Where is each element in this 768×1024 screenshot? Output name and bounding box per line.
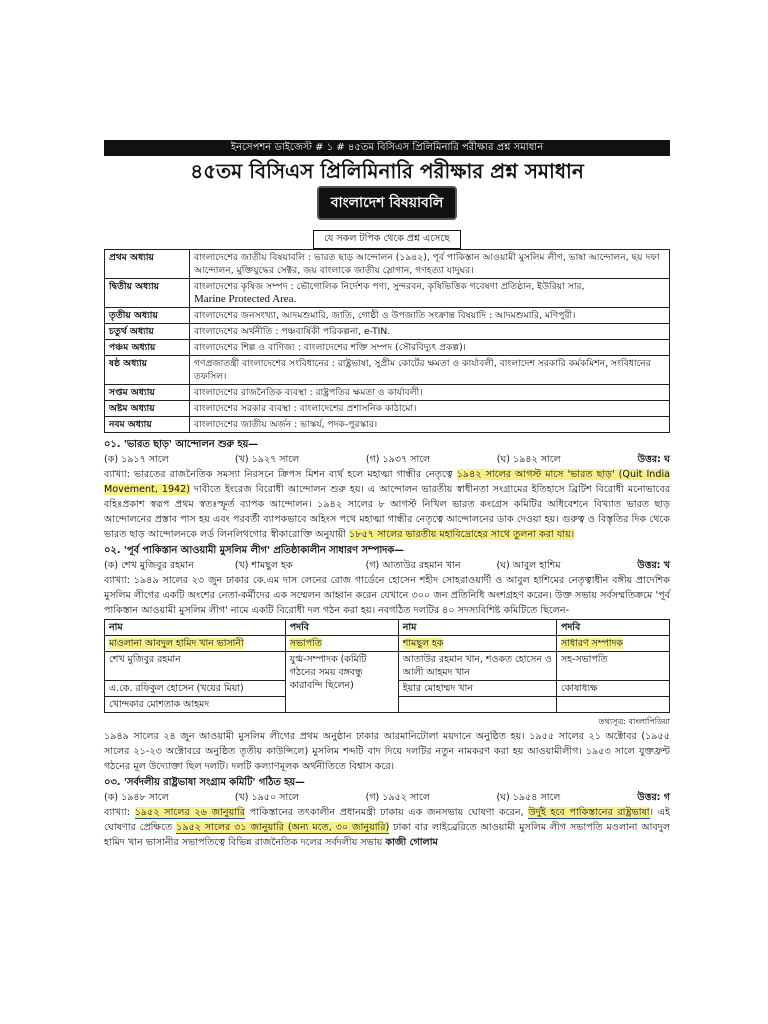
option-d: (ঘ) ১৯৫৪ সালে: [496, 792, 561, 803]
option-d: (ঘ) ১৯৪২ সালে: [496, 454, 561, 465]
question-2: [104, 543, 670, 774]
option-a: (ক) ১৯৪৮ সালে: [104, 792, 169, 803]
explanation: ব্যাখ্যা: ভারতের রাজনৈতিক সমস্যা নিরসনে ক্রিপস মিশন ব্যর্থ হলে মহাত্মা গান্ধীর নেতৃত্বে ১৯৪২ সালের আগস্ট মাসে 'ভারত ছাড়' (Quit India Movement, 1942) দাবীতে ইংরেজ বিরোধী আন্দোলন শুরু হয়। এ আন্দোলন ভারতীয় স্বাধীনতা সংগ্রামের ইতিহাসে ব্রিটিশ বিরোধী মনোভাবের বহিঃপ্রকাশ স্বরূপ প্রথম স্বতঃস্ফূর্ত ব্যাপক আন্দোলন। ১৯৪২ সালের ৮ আগস্ট নিখিল ভারত কংগ্রেস কমিটির অধিবেশনে বিখ্যাত ভারত ছাড় আন্দোলনের প্রস্তাব পাস হয় এবং পরবর্তী ব্যাপকভাবে অহিংস পথে মহাত্মা গান্ধীর নেতৃত্বে আন্দোলনের ডাক দেওয়া হয়। গুরুত্ব ও বিস্তৃতির দিক থেকে ভারত ছাড় আন্দোলনকে লর্ড লিনলিথগোর স্বীকারোক্তি অনুযায়ী ১৮৫৭ সালের ভারতীয় মহাবিদ্রোহের সাথে তুলনা করা যায়।: [104, 469, 670, 540]
options-row: [104, 790, 670, 805]
option-a: (ক) ১৯১৭ সালে: [104, 454, 169, 465]
subject-badge: বাংলাদেশ বিষয়াবলি: [317, 186, 458, 220]
option-b: (খ) শামছুল হক: [234, 560, 293, 571]
chapter-label: চতুর্থ অধ্যায়: [105, 324, 190, 340]
chapter-label: পঞ্চম অধ্যায়: [105, 340, 190, 356]
answer-label: উত্তর: গ: [637, 792, 671, 803]
committee-table: [104, 619, 670, 713]
chapter-label: তৃতীয় অধ্যায়: [105, 308, 190, 324]
topic-row: [105, 308, 670, 324]
highlighted-text: ১৯৪২ সালের আগস্ট মাসে 'ভারত ছাড়' (Quit India Movement, 1942): [104, 469, 670, 495]
option-c: (গ) ১৯৩৭ সালে: [365, 454, 431, 465]
topic-row: [105, 324, 670, 340]
topics-caption: যে সকল টপিক থেকে প্রশ্ন এসেছে: [313, 230, 461, 249]
question-1: [104, 437, 670, 542]
chapter-label: প্রথম অধ্যায়: [105, 250, 190, 279]
option-a: (ক) শেখ মুজিবুর রহমান: [104, 560, 194, 571]
topic-text: বাংলাদেশের রাজনৈতিক ব্যবস্থা : রাষ্ট্রপতির ক্ষমতা ও কার্যাবলী।: [190, 385, 670, 401]
explanation: ব্যাখ্যা: ১৯৪৯ সালের ২৩ জুন ঢাকার কে.এম দাস লেনের রোজ গার্ডেনে হোসেন শহীদ সোহরাওয়ার্দী ও আবুল হাশিমের নেতৃত্বাধীন বঙ্গীয় প্রাদেশিক মুসলিম লীগের একটি অংশের নেতা-কর্মীদের এক সম্মেলন আহ্বান করেন যেখানে ৩০০ জন প্রতিনিধি অংশগ্রহণ করেন। উক্ত সভায় সর্বসম্মতিক্রমে 'পূর্ব পাকিস্তান আওয়ামী মুসলিম লীগ' নামে একটি বিরোধী দল গঠন করা হয়। নবগঠিত দলটির ৪০ সদস্যবিশিষ্ট কমিটিতে ছিলেন-: [104, 575, 670, 616]
table-row: শেখ মুজিবুর রহমান যুগ্ম-সম্পাদক (কমিটি গঠনের সময় বঙ্গবন্ধু কারাবন্দি ছিলেন) আতাউর রহমান খান, শওকত হোসেন ও আলী আহমদ খান সহ-সভাপতি: [105, 652, 670, 681]
chapter-label: দ্বিতীয় অধ্যায়: [105, 279, 190, 308]
highlighted-text: ১৯৫২ সালের ৩১ জানুয়ারি (অন্য মতে, ৩০ জানুয়ারি): [176, 822, 390, 833]
option-b: (খ) ১৯২৭ সালে: [234, 454, 300, 465]
option-b: (খ) ১৯৫০ সালে: [234, 792, 300, 803]
options-row: [104, 558, 670, 573]
source-note: তথ্যসূত্র: বাংলাপিডিয়া: [598, 717, 670, 726]
document-page: [104, 140, 670, 850]
highlighted-text: ১৯৫২ সালের ২৬ জানুয়ারি: [134, 807, 246, 818]
option-d: (ঘ) আবুল হাশিম: [496, 560, 561, 571]
chapter-label: ষষ্ঠ অধ্যায়: [105, 356, 190, 385]
question-3: [104, 775, 670, 850]
highlighted-text: ১৮৫৭ সালের ভারতীয় মহাবিদ্রোহের সাথে তুলনা করা যায়।: [349, 529, 575, 540]
chapter-label: সপ্তম অধ্যায়: [105, 385, 190, 401]
running-head: ইনসেপশন ডাইজেস্ট # ১ # ৪৫তম বিসিএস প্রিলিমিনারি পরীক্ষার প্রশ্ন সমাধান: [104, 140, 670, 156]
topic-text: বাংলাদেশের সরকার ব্যবস্থা : বাংলাদেশের প্রশাসনিক কাঠামো।: [190, 401, 670, 417]
chapter-label: অষ্টম অধ্যায়: [105, 401, 190, 417]
table-row: মাওলানা আবদুল হামিদ খান ভাসানী সভাপতি শামছুল হক সাধারণ সম্পাদক: [105, 636, 670, 652]
topic-row: [105, 385, 670, 401]
topic-text: বাংলাদেশের শিল্প ও বাণিজ্য : বাংলাদেশের শক্তি সম্পদ (সৌরবিদ্যুৎ প্রকল্প)।: [190, 340, 670, 356]
options-row: [104, 452, 670, 467]
topic-row: [105, 340, 670, 356]
answer-label: উত্তর: খ: [637, 560, 671, 571]
question-text: ০২. 'পূর্ব পাকিস্তান আওয়ামী মুসলিম লীগ' প্রতিষ্ঠাকালীন সাধারণ সম্পাদক—: [104, 545, 404, 556]
topic-text: বাংলাদেশের অর্থনীতি : পঞ্চবার্ষিকী পরিকল্পনা, e-TIN.: [190, 324, 670, 340]
table-header-row: নাম পদবি নাম পদবি: [105, 620, 670, 636]
question-text: ০৩. 'সর্বদলীয় রাষ্ট্রভাষা সংগ্রাম কমিটি' গঠিত হয়—: [104, 777, 305, 788]
page-title: ৪৫তম বিসিএস প্রিলিমিনারি পরীক্ষার প্রশ্ন সমাধান: [190, 159, 584, 183]
answer-label: উত্তর: ঘ: [637, 454, 671, 465]
topic-row: [105, 401, 670, 417]
highlighted-text: উর্দুই হবে পাকিস্তানের রাষ্ট্রভাষা: [528, 807, 650, 818]
topic-text: বাংলাদেশের কৃষিজ সম্পদ : ভৌগোলিক নির্দেশক পণ্য, সুন্দরবন, কৃষিভিত্তিক গবেষণা প্রতিষ্ঠান, ইউরিয়া সার, Marine Protected Area.: [190, 279, 670, 308]
option-c: (গ) আতাউর রহমান খান: [365, 560, 461, 571]
topic-text: গণপ্রজাতন্ত্রী বাংলাদেশের সংবিধানের : রাষ্ট্রভাষা, সুপ্রীম কোর্টের ক্ষমতা ও কার্যাবলী, বাংলাদেশ সরকারি কর্মকমিশন, সংবিধানের তফসিল।: [190, 356, 670, 385]
topic-row: [105, 250, 670, 279]
topic-text: বাংলাদেশের জাতীয় অর্জন : ভাস্কর্য, পদক-পুরস্কার।: [190, 417, 670, 433]
table-row: এ.কে. রফিকুল হোসেন (খয়ের মিয়া) ইয়ার মোহাম্মদ খান কোষাধ্যক্ষ: [105, 681, 670, 697]
topic-text: বাংলাদেশের জাতীয় বিষয়াবলি : ভারত ছাড় আন্দোলন (১৯৪২), পূর্ব পাকিস্তান আওয়ামী মুসলিম লীগ, ভাষা আন্দোলন, ছয় দফা আন্দোলন, মুক্তিযুদ্ধের সেক্টর, জয় বাংলাকে জাতীয় স্লোগান, গণহত্যা যাদুঘর।: [190, 250, 670, 279]
explanation-continued: ১৯৪৯ সালের ২৪ জুন আওয়ামী মুসলিম লীগের প্রথম অনুষ্ঠান ঢাকার আরমানিটোলা ময়দানে অনুষ্ঠিত হয়। ১৯৫৫ সালের ২১ অক্টোবর (১৯৫৫ সালের ২১-২৩ অক্টোবরে অনুষ্ঠিত তৃতীয় কাউন্সিলে) মুসলিম শব্দটি বাদ দিয়ে দলটির নতুন নামকরণ করা হয় আওয়ামীলীগ। ১৯৫৩ সালে যুক্তফ্রন্ট গঠনের মূল উদ্যোক্তা ছিল দলটি। দলটি কল্যাণমূলক অর্থনীতিতে বিশ্বাস করে।: [104, 731, 670, 772]
topic-row: [105, 356, 670, 385]
option-c: (গ) ১৯৫২ সালে: [365, 792, 430, 803]
table-row: খোন্দকার মোশতাক আহমদ: [105, 697, 670, 713]
explanation: ব্যাখ্যা: ১৯৫২ সালের ২৬ জানুয়ারি পাকিস্তানের তৎকালীন প্রধানমন্ত্রী ঢাকায় এক জনসভায় ঘোষণা করেন, উর্দুই হবে পাকিস্তানের রাষ্ট্রভাষা। এই ঘোষণার প্রেক্ষিতে ১৯৫২ সালের ৩১ জানুয়ারি (অন্য মতে, ৩০ জানুয়ারি) ঢাকা বার লাইব্রেরিতে আওয়ামী মুসলিম লীগ সভাপতি মওলানা আবদুল হামিদ খান ভাসানীর সভাপতিত্বে বিভিন্ন রাজনৈতিক দলের সর্বদলীয় সভায় কাজী গোলাম: [104, 807, 670, 848]
topic-row: [105, 417, 670, 433]
topic-text: বাংলাদেশের জনসংখ্যা, আদমশুমারি, জাতি, গোষ্ঠী ও উপজাতি সংক্রান্ত বিষয়াদি : আদমশুমারি, মণিপুরী।: [190, 308, 670, 324]
chapter-label: নবম অধ্যায়: [105, 417, 190, 433]
topics-table: [104, 249, 670, 433]
topic-row: [105, 279, 670, 308]
question-text: ০১. 'ভারত ছাড়' আন্দোলন শুরু হয়—: [104, 439, 259, 450]
